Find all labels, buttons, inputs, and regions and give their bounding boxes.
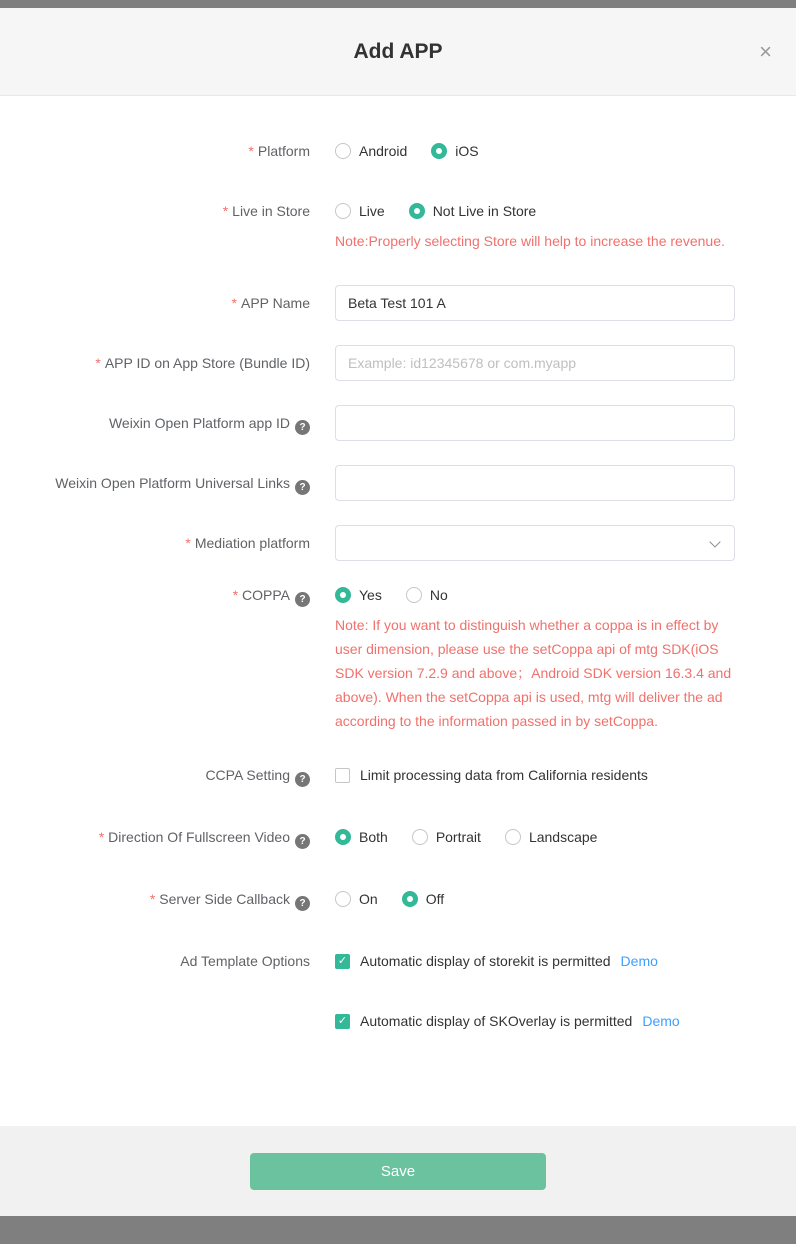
form-row-bundle-id xyxy=(0,345,796,381)
form-row-weixin-app-id xyxy=(0,405,796,441)
skoverlay-demo-link[interactable]: Demo xyxy=(642,1013,680,1029)
form-row-server-side-callback xyxy=(0,889,796,911)
coppa-label-text: COPPA xyxy=(242,587,290,603)
mediation-platform-label xyxy=(0,525,335,561)
coppa-note: Note: If you want to distinguish whether a coppa is in effect by user dimension, please use the setCoppa api of mtg SDK(iOS SDK version 7.2.9 and above；Android SDK version 16.3.4 and above). When the setCoppa api is used, mtg will deliver the ad according to the information passed in by setCoppa. xyxy=(335,617,732,729)
required-asterisk: * xyxy=(185,535,191,551)
radio-unselected-icon xyxy=(335,891,351,907)
weixin-app-id-label-text: Weixin Open Platform app ID xyxy=(108,415,290,431)
bundle-id-label xyxy=(0,345,335,381)
coppa-label xyxy=(0,585,335,607)
platform-label xyxy=(0,141,335,161)
form-row-fullscreen-direction xyxy=(0,827,796,849)
radio-selected-icon xyxy=(402,891,418,907)
form-row-live-in-store xyxy=(0,201,796,253)
form-row-app-name xyxy=(0,285,796,321)
mediation-platform-select[interactable] xyxy=(335,525,735,561)
server-side-callback-label xyxy=(0,889,335,911)
radio-label-not-live: Not Live in Store xyxy=(432,203,537,219)
weixin-app-id-input[interactable] xyxy=(335,405,735,441)
form-row-ccpa xyxy=(0,765,796,787)
radio-label-off: Off xyxy=(425,891,445,907)
ad-template-options-label-text: Ad Template Options xyxy=(180,953,310,969)
modal-header xyxy=(0,8,796,96)
skoverlay-checkbox-label: Automatic display of SKOverlay is permitted xyxy=(360,1013,633,1029)
save-button[interactable]: Save xyxy=(250,1153,546,1190)
modal-title: Add APP xyxy=(353,39,443,63)
radio-unselected-icon xyxy=(412,829,428,845)
ad-template-options-label xyxy=(0,951,335,971)
required-asterisk: * xyxy=(248,143,254,159)
mediation-platform-label-text: Mediation platform xyxy=(194,535,310,551)
radio-label-android: Android xyxy=(359,143,408,159)
close-icon[interactable]: × xyxy=(759,38,772,64)
weixin-app-id-label xyxy=(0,405,335,441)
weixin-universal-links-label xyxy=(0,465,335,501)
radio-direction-portrait[interactable] xyxy=(412,829,481,845)
help-icon[interactable]: ? xyxy=(295,772,310,787)
radio-label-no: No xyxy=(429,587,448,603)
modal-footer xyxy=(0,1126,796,1216)
required-asterisk: * xyxy=(98,829,105,845)
app-name-label-text: APP Name xyxy=(241,295,310,311)
radio-callback-off[interactable] xyxy=(402,891,444,907)
radio-direction-both[interactable] xyxy=(335,829,388,845)
ad-template-item-skoverlay xyxy=(335,1011,680,1031)
app-name-label xyxy=(0,285,335,321)
storekit-checkbox[interactable] xyxy=(335,951,611,971)
radio-platform-android[interactable] xyxy=(335,143,407,159)
radio-label-live: Live xyxy=(359,203,385,219)
check-icon: ✓ xyxy=(337,954,348,967)
radio-unselected-icon xyxy=(335,143,351,159)
weixin-universal-links-input[interactable] xyxy=(335,465,735,501)
radio-selected-icon xyxy=(335,587,351,603)
server-side-callback-label-text: Server Side Callback xyxy=(159,891,290,907)
check-icon: ✓ xyxy=(337,1014,348,1027)
ccpa-checkbox[interactable] xyxy=(335,765,648,785)
required-asterisk: * xyxy=(222,203,229,219)
checkbox-checked-icon xyxy=(335,1014,350,1029)
radio-direction-landscape[interactable] xyxy=(505,829,598,845)
radio-coppa-yes[interactable] xyxy=(335,587,382,603)
fullscreen-direction-label xyxy=(0,827,335,849)
app-name-input[interactable] xyxy=(335,285,735,321)
storekit-demo-link[interactable]: Demo xyxy=(620,953,658,969)
required-asterisk: * xyxy=(149,891,156,907)
required-asterisk: * xyxy=(95,355,101,371)
radio-label-ios: iOS xyxy=(455,143,479,159)
chevron-down-icon xyxy=(709,536,720,547)
radio-label-landscape: Landscape xyxy=(528,829,598,845)
live-in-store-label xyxy=(0,201,335,221)
radio-live[interactable] xyxy=(335,203,385,219)
checkbox-checked-icon xyxy=(335,954,350,969)
add-app-modal xyxy=(0,8,796,1216)
weixin-universal-links-label-text: Weixin Open Platform Universal Links xyxy=(55,475,290,491)
form-row-ad-template-options xyxy=(0,951,796,1031)
live-in-store-label-text: Live in Store xyxy=(232,203,310,219)
radio-unselected-icon xyxy=(505,829,521,845)
required-asterisk: * xyxy=(231,295,237,311)
skoverlay-checkbox[interactable] xyxy=(335,1011,632,1031)
add-app-form xyxy=(0,96,796,1126)
bundle-id-label-text: APP ID on App Store (Bundle ID) xyxy=(104,355,310,371)
help-icon[interactable]: ? xyxy=(295,480,310,495)
radio-selected-icon xyxy=(409,203,425,219)
radio-label-yes: Yes xyxy=(359,587,382,603)
platform-label-text: Platform xyxy=(257,143,310,159)
fullscreen-direction-label-text: Direction Of Fullscreen Video xyxy=(108,829,290,845)
help-icon[interactable]: ? xyxy=(295,420,310,435)
help-icon[interactable]: ? xyxy=(295,834,310,849)
radio-platform-ios[interactable] xyxy=(431,143,478,159)
radio-selected-icon xyxy=(431,143,447,159)
store-note: Note:Properly selecting Store will help to increase the revenue. xyxy=(335,233,725,249)
ccpa-label-text: CCPA Setting xyxy=(205,767,290,783)
form-row-coppa xyxy=(0,585,796,733)
form-row-mediation-platform xyxy=(0,525,796,561)
required-asterisk: * xyxy=(232,587,239,603)
ccpa-checkbox-label: Limit processing data from California residents xyxy=(360,767,648,783)
help-icon[interactable]: ? xyxy=(295,592,310,607)
help-icon[interactable]: ? xyxy=(295,896,310,911)
form-row-platform xyxy=(0,141,796,161)
form-row-weixin-universal-links xyxy=(0,465,796,501)
radio-label-portrait: Portrait xyxy=(435,829,481,845)
radio-selected-icon xyxy=(335,829,351,845)
radio-label-on: On xyxy=(359,891,378,907)
radio-callback-on[interactable] xyxy=(335,891,378,907)
radio-unselected-icon xyxy=(335,203,351,219)
ad-template-item-storekit xyxy=(335,951,658,971)
bundle-id-input[interactable] xyxy=(335,345,735,381)
radio-coppa-no[interactable] xyxy=(406,587,448,603)
radio-label-both: Both xyxy=(359,829,388,845)
radio-not-live[interactable] xyxy=(409,203,537,219)
radio-unselected-icon xyxy=(406,587,422,603)
checkbox-unchecked-icon xyxy=(335,768,350,783)
ccpa-label xyxy=(0,765,335,787)
storekit-checkbox-label: Automatic display of storekit is permitted xyxy=(360,953,611,969)
